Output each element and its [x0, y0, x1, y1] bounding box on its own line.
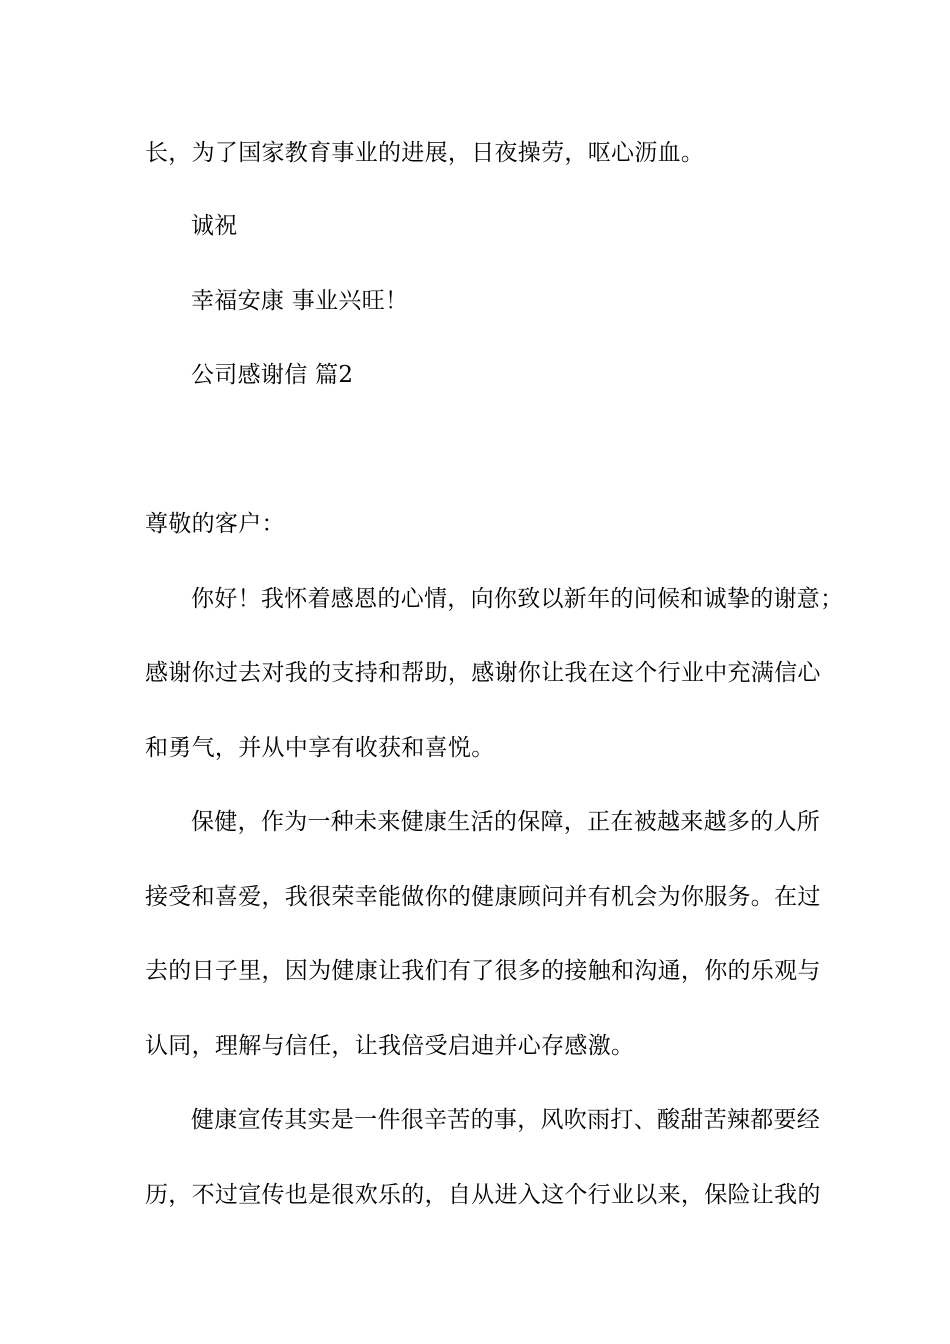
paragraph-line-3: 感谢你过去对我的支持和帮助，感谢你让我在这个行业中充满信心	[145, 660, 821, 686]
paragraph-line-6: 接受和喜爱，我很荣幸能做你的健康顾问并有机会为你服务。在过	[145, 884, 821, 910]
section-heading: 公司感谢信 篇2	[191, 362, 354, 388]
paragraph-line-5: 保健，作为一种未来健康生活的保障，正在被越来越多的人所	[191, 809, 821, 835]
paragraph-line-2: 你好！我怀着感恩的心情，向你致以新年的问候和诚挚的谢意；	[191, 586, 844, 612]
greeting-line: 尊敬的客户：	[145, 511, 285, 537]
closing-salutation: 诚祝	[191, 213, 238, 239]
paragraph-line-9: 健康宣传其实是一件很辛苦的事，风吹雨打、酸甜苦辣都要经	[191, 1107, 821, 1133]
paragraph-line-1: 长，为了国家教育事业的进展，日夜操劳，呕心沥血。	[145, 140, 705, 166]
paragraph-line-7: 去的日子里，因为健康让我们有了很多的接触和沟通，你的乐观与	[145, 958, 821, 984]
closing-wish: 幸福安康 事业兴旺！	[191, 288, 409, 314]
paragraph-line-8: 认同，理解与信任，让我倍受启迪并心存感激。	[145, 1033, 635, 1059]
paragraph-line-10: 历，不过宣传也是很欢乐的，自从进入这个行业以来，保险让我的	[145, 1182, 821, 1208]
paragraph-line-4: 和勇气，并从中享有收获和喜悦。	[145, 735, 495, 761]
